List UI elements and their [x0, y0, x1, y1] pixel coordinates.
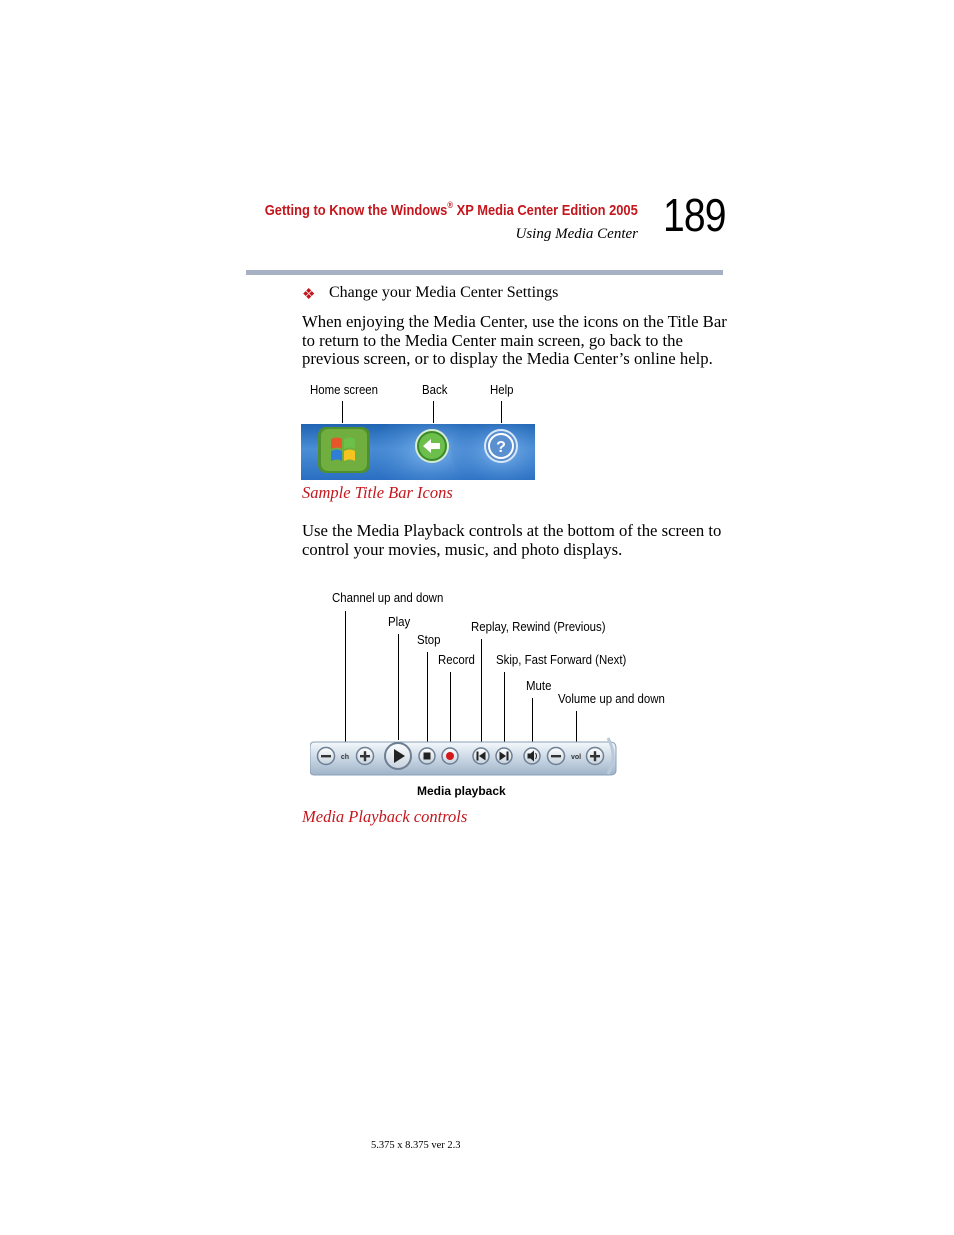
label-record: Record: [438, 652, 475, 667]
replay-button[interactable]: [473, 748, 489, 764]
help-icon[interactable]: [485, 430, 517, 462]
back-icon[interactable]: [416, 430, 448, 462]
label-back: Back: [422, 382, 448, 397]
callout-line-replay: [481, 639, 482, 742]
label-replay: Replay, Rewind (Previous): [471, 619, 606, 634]
label-help: Help: [490, 382, 514, 397]
callout-line-back: [433, 401, 434, 423]
stop-button[interactable]: [419, 748, 435, 764]
paragraph-title-bar: When enjoying the Media Center, use the icons on the Title Bar to return to the Media Center main screen, go back to the previous screen, or to display the Media Center’s online help.: [302, 312, 727, 368]
playback-bar-graphic: [310, 736, 618, 776]
running-header-subtitle: Using Media Center: [515, 226, 638, 242]
bullet-text: Change your Media Center Settings: [329, 284, 559, 301]
channel-down-button[interactable]: [318, 748, 335, 765]
label-channel: Channel up and down: [332, 590, 444, 605]
label-volume: Volume up and down: [558, 691, 665, 706]
caption-title-bar: Sample Title Bar Icons: [302, 483, 453, 502]
volume-text: vol: [570, 754, 582, 761]
page-number: 189: [663, 189, 726, 241]
title-bar-graphic: [301, 424, 535, 480]
footer-version: 5.375 x 8.375 ver 2.3: [371, 1140, 461, 1151]
channel-up-button[interactable]: [357, 748, 374, 765]
mute-button[interactable]: [524, 748, 540, 764]
channel-text: ch: [340, 754, 350, 761]
caption-playback: Media Playback controls: [302, 807, 468, 826]
callout-line-home: [342, 401, 343, 423]
bullet-icon: ❖: [302, 287, 316, 303]
play-button[interactable]: [385, 743, 411, 769]
volume-up-button[interactable]: [587, 748, 604, 765]
paragraph-playback: Use the Media Playback controls at the bottom of the screen to control your movies, music, and photo displays.: [302, 521, 722, 559]
volume-down-button[interactable]: [548, 748, 565, 765]
callout-line-channel: [345, 611, 346, 742]
label-mute: Mute: [526, 678, 552, 693]
home-screen-icon[interactable]: [318, 427, 370, 473]
record-button[interactable]: [442, 748, 458, 764]
callout-line-record: [450, 672, 451, 742]
callout-line-skip: [504, 672, 505, 742]
label-home-screen: Home screen: [310, 382, 379, 397]
callout-line-stop: [427, 652, 428, 742]
media-playback-bar: [310, 736, 618, 776]
callout-line-help: [501, 401, 502, 423]
svg-text:?: ?: [496, 439, 506, 456]
header-rule: [246, 270, 723, 275]
title-bar-image: [301, 424, 535, 480]
running-header-title: Getting to Know the Windows® XP Media Center Edition 2005: [264, 200, 638, 219]
media-playback-image-label: Media playback: [417, 784, 506, 798]
callout-line-play: [398, 634, 399, 740]
label-stop: Stop: [417, 632, 441, 647]
label-play: Play: [388, 614, 411, 629]
skip-button[interactable]: [496, 748, 512, 764]
label-skip: Skip, Fast Forward (Next): [496, 652, 627, 667]
